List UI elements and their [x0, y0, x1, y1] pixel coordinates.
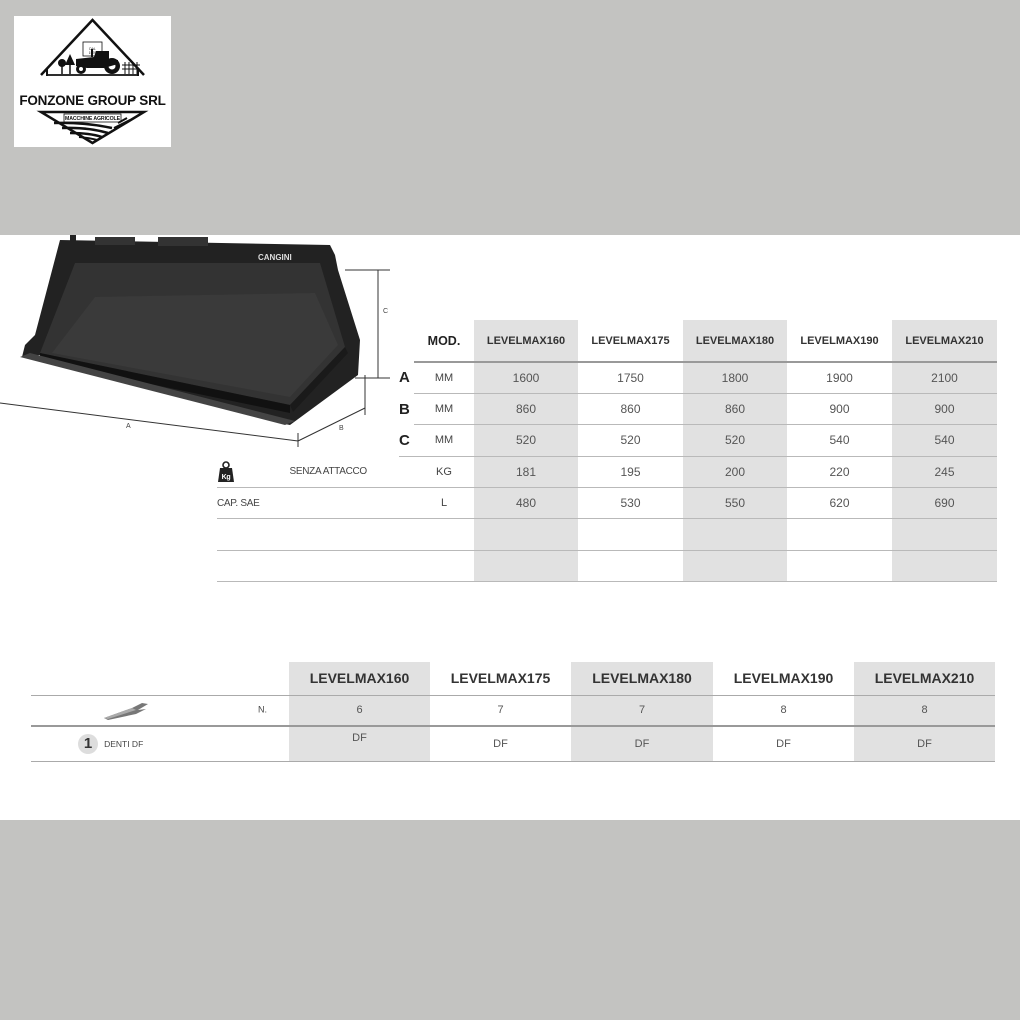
teeth-option-cell: DF [713, 726, 854, 761]
spec-cell: 1600 [474, 362, 578, 393]
spec-empty-cell [683, 519, 787, 550]
spec-mod-label: MOD. [414, 320, 474, 362]
top-banner [0, 0, 1020, 235]
spec-cell: 860 [578, 393, 683, 424]
teeth-count-cell: 8 [713, 695, 854, 726]
spec-row-label [217, 362, 399, 393]
spec-empty-cell [217, 519, 399, 550]
weight-icon-label: Kg [221, 473, 231, 481]
teeth-option-cell: DF [571, 726, 713, 761]
spec-row-label [217, 456, 399, 487]
spec-empty-cell [787, 550, 892, 581]
farm-house-icon [14, 16, 171, 147]
teeth-option-label-cell [31, 726, 289, 761]
spec-empty-cell [399, 550, 414, 581]
logo-since [84, 47, 101, 55]
spec-row-capacity [217, 488, 997, 519]
spec-row-unit: KG [414, 456, 474, 487]
spec-weight-label: SENZA ATTACCO [289, 466, 367, 478]
teeth-model-header: LEVELMAX160 [289, 662, 430, 695]
spec-row-letter: B [399, 400, 410, 418]
teeth-count-label-cell [31, 695, 289, 726]
spec-cell: 860 [474, 393, 578, 424]
spec-cell: 690 [892, 488, 997, 519]
spec-cell: 220 [787, 456, 892, 487]
spec-row-a [217, 362, 997, 393]
spec-row-empty [217, 519, 997, 550]
teeth-count-cell: 8 [854, 695, 995, 726]
spec-empty-cell [892, 550, 997, 581]
spec-cell: 520 [474, 425, 578, 456]
teeth-option-cell: DF [289, 726, 430, 761]
spec-header-row [217, 320, 997, 362]
spec-empty-cell [217, 550, 399, 581]
spec-row-weight [217, 456, 997, 487]
spec-row-letter [399, 456, 414, 487]
spec-empty-cell [578, 550, 683, 581]
spec-cell: 540 [892, 425, 997, 456]
bucket-brand: CANGINI [258, 253, 292, 262]
tooth-icon [102, 700, 150, 720]
spec-header-blank [399, 320, 414, 362]
teeth-header-row [31, 662, 995, 695]
spec-cell: 1900 [787, 362, 892, 393]
spec-cell: 480 [474, 488, 578, 519]
teeth-option-label: DENTI DF [104, 738, 144, 749]
spec-cell: 520 [683, 425, 787, 456]
spec-row-label [217, 393, 399, 424]
spec-cell: 1750 [578, 362, 683, 393]
spec-row-unit: MM [414, 393, 474, 424]
spec-row-label [217, 425, 399, 456]
spec-row-unit: MM [414, 362, 474, 393]
teeth-option-cell: DF [854, 726, 995, 761]
spec-header-blank [217, 320, 399, 362]
spec-cell: 520 [578, 425, 683, 456]
spec-row-label: CAP. SAE [217, 488, 399, 519]
spec-empty-cell [474, 519, 578, 550]
teeth-option-cell: DF [430, 726, 571, 761]
spec-cell: 181 [474, 456, 578, 487]
teeth-count-label: N. [258, 704, 267, 715]
spec-cell: 620 [787, 488, 892, 519]
teeth-count-cell: 7 [430, 695, 571, 726]
spec-empty-cell [892, 519, 997, 550]
spec-row-b [217, 393, 997, 424]
spec-row-letter: C [399, 425, 414, 456]
spec-cell: 540 [787, 425, 892, 456]
spec-cell: 530 [578, 488, 683, 519]
teeth-count-row [31, 695, 995, 726]
spec-cell: 1800 [683, 362, 787, 393]
teeth-option-row [31, 726, 995, 761]
product-sheet [0, 235, 1020, 820]
logo-since-year: 1976 [88, 51, 97, 55]
spec-model-header: LEVELMAX210 [892, 320, 997, 362]
spec-cell: 2100 [892, 362, 997, 393]
teeth-model-header: LEVELMAX175 [450, 670, 551, 687]
spec-model-header: LEVELMAX175 [578, 320, 683, 362]
spec-model-header: LEVELMAX160 [474, 320, 578, 362]
weight-icon [217, 461, 235, 483]
spec-row-c [217, 425, 997, 456]
dim-label-c: C [383, 308, 389, 315]
spec-row-empty [217, 550, 997, 581]
spec-empty-cell [787, 519, 892, 550]
spec-cell: 550 [683, 488, 787, 519]
dim-label-a: A [126, 423, 131, 430]
spec-model-header: LEVELMAX190 [787, 320, 892, 362]
spec-cell: 900 [787, 393, 892, 424]
spec-row-unit: L [414, 488, 474, 519]
spec-empty-cell [474, 550, 578, 581]
spec-cell: 200 [683, 456, 787, 487]
logo-since-label: DAL [89, 47, 96, 51]
spec-row-letter [399, 488, 414, 519]
bottom-banner [0, 820, 1020, 1020]
teeth-model-header: LEVELMAX210 [854, 662, 995, 695]
spec-empty-cell [414, 519, 474, 550]
option-number-badge: 1 [78, 734, 98, 754]
teeth-table [31, 662, 995, 762]
spec-cell: 860 [683, 393, 787, 424]
teeth-count-cell: 6 [289, 695, 430, 726]
spec-empty-cell [414, 550, 474, 581]
spec-model-header: LEVELMAX180 [683, 320, 787, 362]
spec-cell: 195 [578, 456, 683, 487]
logo-company-name: FONZONE GROUP SRL [19, 93, 166, 108]
spec-empty-cell [683, 550, 787, 581]
spec-row-unit: MM [414, 425, 474, 456]
spec-cell: 245 [892, 456, 997, 487]
logo-subtitle: MACCHINE AGRICOLE [65, 116, 120, 122]
spec-table [217, 320, 997, 582]
spec-cell: 900 [892, 393, 997, 424]
company-logo [14, 16, 171, 147]
teeth-model-header: LEVELMAX180 [571, 662, 713, 695]
spec-empty-cell [578, 519, 683, 550]
dim-label-b: B [339, 425, 344, 432]
teeth-header-blank [31, 662, 289, 695]
teeth-model-header: LEVELMAX190 [733, 670, 834, 687]
teeth-count-cell: 7 [571, 695, 713, 726]
spec-row-letter: A [399, 369, 410, 387]
spec-empty-cell [399, 519, 414, 550]
